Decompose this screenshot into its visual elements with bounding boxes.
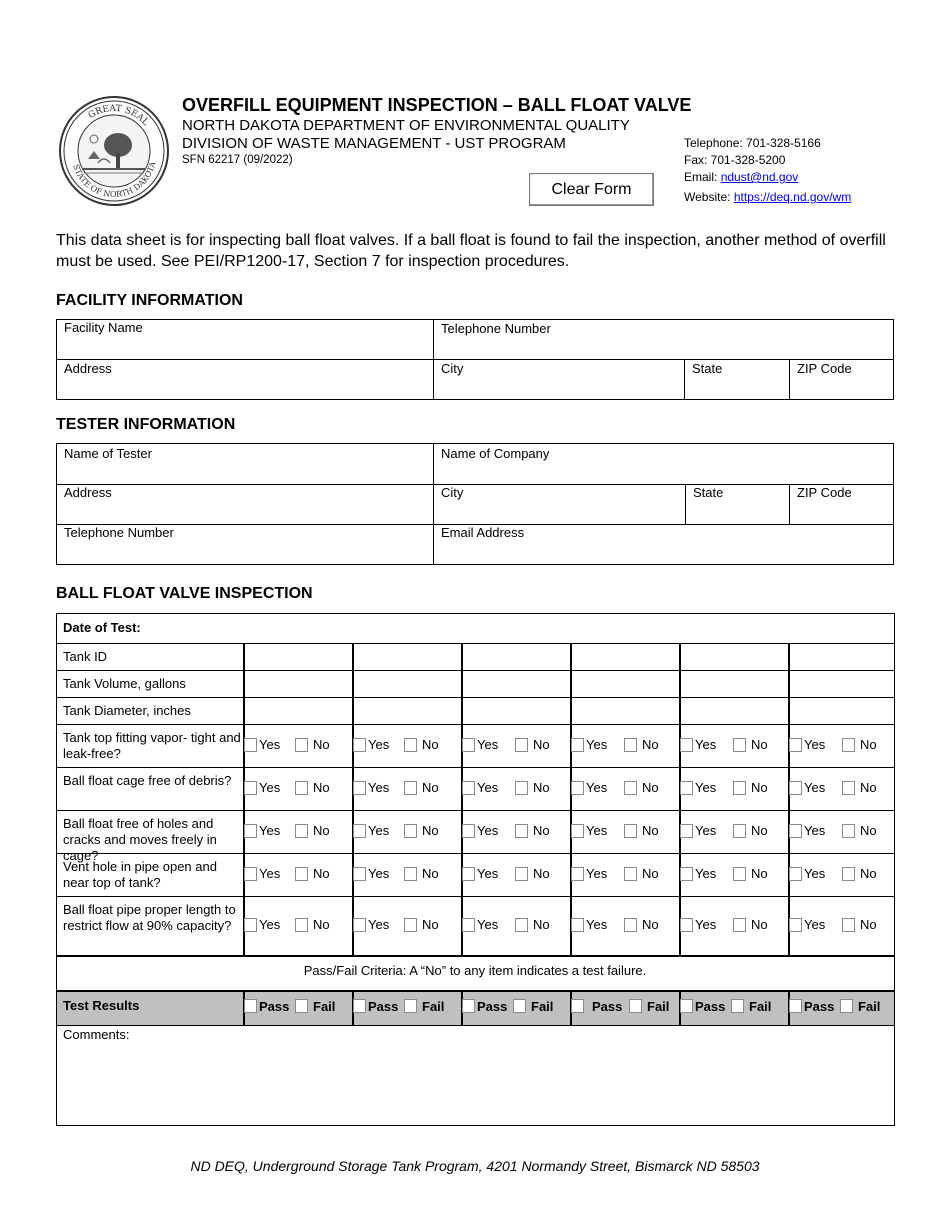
col-divider: [788, 643, 790, 955]
no-checkbox[interactable]: [624, 781, 637, 795]
no-label: No: [422, 917, 439, 932]
contact-telephone: Telephone: 701-328-5166: [684, 136, 821, 150]
yes-label: Yes: [368, 823, 390, 838]
no-label: No: [751, 823, 768, 838]
pass-label: Pass: [592, 999, 623, 1014]
row-divider: [56, 724, 894, 725]
row-divider: [56, 990, 894, 992]
yes-checkbox[interactable]: [353, 738, 366, 752]
no-checkbox[interactable]: [404, 918, 417, 932]
fail-label: Fail: [313, 999, 336, 1014]
yes-checkbox[interactable]: [244, 867, 257, 881]
no-checkbox[interactable]: [842, 867, 855, 881]
no-label: No: [860, 866, 877, 881]
tester-city-field[interactable]: City: [441, 485, 464, 500]
contact-email: [684, 170, 798, 184]
yes-label: Yes: [477, 917, 499, 932]
no-checkbox[interactable]: [515, 918, 528, 932]
fail-checkbox[interactable]: [629, 999, 642, 1013]
no-checkbox[interactable]: [733, 867, 746, 881]
contact-fax: Fax: 701-328-5200: [684, 153, 786, 167]
no-label: No: [313, 823, 330, 838]
fail-checkbox[interactable]: [840, 999, 853, 1013]
no-checkbox[interactable]: [295, 867, 308, 881]
fail-label: Fail: [858, 999, 881, 1014]
pass-label: Pass: [368, 999, 399, 1014]
email-link[interactable]: ndust@nd.gov: [720, 170, 799, 184]
row-divider: [56, 896, 894, 897]
no-label: No: [751, 737, 768, 752]
question-label: Ball float pipe proper length to restrict flow at 90% capacity?: [63, 902, 236, 933]
facility-heading: FACILITY INFORMATION: [56, 292, 243, 309]
tank-id-label: Tank ID: [63, 649, 108, 664]
tester-name-field[interactable]: Name of Tester: [64, 446, 152, 461]
yes-label: Yes: [368, 737, 390, 752]
no-checkbox[interactable]: [842, 824, 855, 838]
no-label: No: [642, 866, 659, 881]
no-checkbox[interactable]: [733, 781, 746, 795]
yes-checkbox[interactable]: [680, 781, 693, 795]
yes-checkbox[interactable]: [680, 867, 693, 881]
row-divider: [56, 670, 894, 671]
yes-label: Yes: [259, 866, 281, 881]
yes-checkbox[interactable]: [789, 867, 802, 881]
row-divider: [56, 810, 894, 811]
no-label: No: [422, 866, 439, 881]
yes-checkbox[interactable]: [353, 781, 366, 795]
yes-checkbox[interactable]: [353, 867, 366, 881]
yes-label: Yes: [586, 823, 608, 838]
tank-volume-label: Tank Volume, gallons: [63, 676, 186, 691]
tester-table: [56, 443, 894, 565]
no-label: No: [642, 823, 659, 838]
yes-label: Yes: [586, 917, 608, 932]
no-label: No: [313, 866, 330, 881]
no-checkbox[interactable]: [404, 781, 417, 795]
yes-label: Yes: [804, 866, 826, 881]
yes-checkbox[interactable]: [571, 918, 584, 932]
date-of-test-label: Date of Test:: [63, 620, 141, 635]
no-label: No: [860, 917, 877, 932]
yes-checkbox[interactable]: [571, 781, 584, 795]
yes-checkbox[interactable]: [462, 918, 475, 932]
svg-text:STATE OF NORTH DAKOTA: STATE OF NORTH DAKOTA: [71, 160, 158, 200]
yes-checkbox[interactable]: [244, 781, 257, 795]
pass-label: Pass: [695, 999, 726, 1014]
row-divider: [56, 697, 894, 698]
no-label: No: [422, 737, 439, 752]
no-label: No: [533, 917, 550, 932]
yes-checkbox[interactable]: [571, 824, 584, 838]
yes-label: Yes: [695, 823, 717, 838]
fail-checkbox[interactable]: [404, 999, 417, 1013]
no-checkbox[interactable]: [404, 738, 417, 752]
yes-checkbox[interactable]: [789, 824, 802, 838]
no-checkbox[interactable]: [295, 824, 308, 838]
col-divider: [352, 643, 354, 955]
yes-label: Yes: [368, 917, 390, 932]
pass-label: Pass: [477, 999, 508, 1014]
department-name: NORTH DAKOTA DEPARTMENT OF ENVIRONMENTAL QUALITY: [182, 117, 630, 134]
no-checkbox[interactable]: [624, 918, 637, 932]
no-label: No: [751, 866, 768, 881]
no-checkbox[interactable]: [295, 781, 308, 795]
email-label: Email:: [684, 170, 721, 184]
no-checkbox[interactable]: [515, 781, 528, 795]
pass-label: Pass: [804, 999, 835, 1014]
yes-label: Yes: [368, 780, 390, 795]
facility-state-field[interactable]: State: [692, 361, 723, 376]
yes-checkbox[interactable]: [244, 738, 257, 752]
yes-checkbox[interactable]: [462, 781, 475, 795]
yes-label: Yes: [368, 866, 390, 881]
fail-label: Fail: [422, 999, 445, 1014]
no-label: No: [751, 917, 768, 932]
no-checkbox[interactable]: [733, 918, 746, 932]
fail-checkbox[interactable]: [731, 999, 744, 1013]
yes-checkbox[interactable]: [571, 738, 584, 752]
pass-checkbox[interactable]: [462, 999, 475, 1013]
form-number: SFN 62217 (09/2022): [182, 154, 293, 166]
no-checkbox[interactable]: [295, 738, 308, 752]
no-label: No: [533, 737, 550, 752]
no-label: No: [533, 823, 550, 838]
no-checkbox[interactable]: [624, 738, 637, 752]
no-label: No: [860, 780, 877, 795]
row-divider: [56, 1025, 894, 1026]
facility-name-field[interactable]: Facility Name: [64, 320, 143, 335]
contact-website: [684, 190, 851, 204]
no-checkbox[interactable]: [842, 781, 855, 795]
inspection-heading: BALL FLOAT VALVE INSPECTION: [56, 585, 313, 602]
no-label: No: [642, 780, 659, 795]
pass-checkbox[interactable]: [244, 999, 257, 1013]
row-divider: [56, 767, 894, 768]
question-label: Tank top fitting vapor- tight and leak-free?: [63, 730, 241, 761]
question-label: Ball float cage free of debris?: [63, 773, 232, 788]
no-label: No: [642, 917, 659, 932]
fail-label: Fail: [531, 999, 554, 1014]
pass-label: Pass: [259, 999, 290, 1014]
no-label: No: [860, 823, 877, 838]
tester-telephone-field[interactable]: Telephone Number: [64, 525, 174, 540]
form-title: OVERFILL EQUIPMENT INSPECTION – BALL FLOAT VALVE: [182, 95, 692, 115]
no-checkbox[interactable]: [624, 824, 637, 838]
facility-zip-field[interactable]: ZIP Code: [797, 361, 852, 376]
yes-label: Yes: [586, 866, 608, 881]
yes-label: Yes: [477, 823, 499, 838]
question-label: Ball float free of holes and cracks and moves freely in cage?: [63, 816, 217, 863]
tester-email-field[interactable]: Email Address: [441, 525, 525, 540]
yes-label: Yes: [804, 737, 826, 752]
footer-address: ND DEQ, Underground Storage Tank Program, 4201 Normandy Street, Bismarck ND 58503: [190, 1158, 760, 1174]
no-checkbox[interactable]: [842, 918, 855, 932]
fail-checkbox[interactable]: [295, 999, 308, 1013]
yes-checkbox[interactable]: [353, 824, 366, 838]
comments-field: Comments:: [63, 1027, 130, 1042]
no-checkbox[interactable]: [404, 824, 417, 838]
col-divider: [679, 643, 681, 955]
yes-checkbox[interactable]: [789, 738, 802, 752]
yes-label: Yes: [695, 917, 717, 932]
yes-checkbox[interactable]: [789, 918, 802, 932]
website-label: Website:: [684, 190, 734, 204]
yes-label: Yes: [695, 737, 717, 752]
question-label: Vent hole in pipe open and near top of tank?: [63, 859, 217, 890]
no-label: No: [313, 780, 330, 795]
row-divider: [56, 643, 894, 644]
col-divider: [243, 643, 245, 955]
no-label: No: [533, 866, 550, 881]
facility-telephone-field[interactable]: Telephone Number: [441, 321, 551, 336]
tank-diameter-label: Tank Diameter, inches: [63, 703, 191, 718]
no-label: No: [422, 780, 439, 795]
pass-checkbox[interactable]: [789, 999, 802, 1013]
tester-address-field[interactable]: Address: [64, 485, 112, 500]
no-label: No: [422, 823, 439, 838]
yes-checkbox[interactable]: [462, 824, 475, 838]
fail-label: Fail: [647, 999, 670, 1014]
yes-label: Yes: [586, 780, 608, 795]
yes-checkbox[interactable]: [680, 918, 693, 932]
yes-label: Yes: [695, 866, 717, 881]
row-divider: [56, 955, 894, 957]
no-checkbox[interactable]: [842, 738, 855, 752]
no-label: No: [860, 737, 877, 752]
yes-checkbox[interactable]: [462, 867, 475, 881]
pass-checkbox[interactable]: [680, 999, 693, 1013]
yes-label: Yes: [477, 780, 499, 795]
no-checkbox[interactable]: [733, 824, 746, 838]
no-label: No: [533, 780, 550, 795]
no-checkbox[interactable]: [733, 738, 746, 752]
no-checkbox[interactable]: [515, 867, 528, 881]
yes-label: Yes: [804, 823, 826, 838]
yes-checkbox[interactable]: [462, 738, 475, 752]
fail-checkbox[interactable]: [513, 999, 526, 1013]
no-label: No: [751, 780, 768, 795]
yes-checkbox[interactable]: [353, 918, 366, 932]
pass-checkbox[interactable]: [571, 999, 584, 1013]
division-name: DIVISION OF WASTE MANAGEMENT - UST PROGRAM: [182, 135, 566, 152]
yes-label: Yes: [259, 823, 281, 838]
col-divider: [570, 643, 572, 955]
no-checkbox[interactable]: [295, 918, 308, 932]
col-divider: [461, 643, 463, 955]
tester-heading: TESTER INFORMATION: [56, 416, 236, 433]
svg-text:GREAT SEAL: GREAT SEAL: [86, 103, 151, 128]
pass-fail-criteria: Pass/Fail Criteria: A “No” to any item indicates a test failure.: [303, 963, 647, 978]
intro-text: This data sheet is for inspecting ball float valves. If a ball float is found to fail the inspection, another method of overfill must be used. See PEI/RP1200-17, Section 7 for inspection procedures.: [56, 232, 886, 270]
yes-checkbox[interactable]: [571, 867, 584, 881]
website-link[interactable]: https://deq.nd.gov/wm: [733, 190, 852, 204]
no-label: No: [642, 737, 659, 752]
no-label: No: [313, 917, 330, 932]
yes-label: Yes: [695, 780, 717, 795]
tester-state-field[interactable]: State: [693, 485, 724, 500]
yes-label: Yes: [259, 737, 281, 752]
yes-checkbox[interactable]: [789, 781, 802, 795]
yes-label: Yes: [586, 737, 608, 752]
state-seal-logo: [58, 95, 170, 207]
tester-zip-field[interactable]: ZIP Code: [797, 485, 852, 500]
facility-address-field[interactable]: Address: [64, 361, 112, 376]
no-checkbox[interactable]: [624, 867, 637, 881]
test-results-label: Test Results: [63, 998, 140, 1013]
fail-label: Fail: [749, 999, 772, 1014]
yes-label: Yes: [804, 917, 826, 932]
yes-checkbox[interactable]: [244, 918, 257, 932]
yes-label: Yes: [259, 780, 281, 795]
clear-form-button[interactable]: Clear Form: [529, 173, 654, 206]
yes-checkbox[interactable]: [244, 824, 257, 838]
facility-city-field[interactable]: City: [441, 361, 464, 376]
yes-label: Yes: [477, 866, 499, 881]
no-checkbox[interactable]: [515, 824, 528, 838]
yes-label: Yes: [477, 737, 499, 752]
tester-company-field[interactable]: Name of Company: [441, 446, 550, 461]
no-checkbox[interactable]: [515, 738, 528, 752]
no-label: No: [313, 737, 330, 752]
yes-checkbox[interactable]: [680, 824, 693, 838]
no-checkbox[interactable]: [404, 867, 417, 881]
yes-label: Yes: [804, 780, 826, 795]
yes-checkbox[interactable]: [680, 738, 693, 752]
pass-checkbox[interactable]: [353, 999, 366, 1013]
yes-label: Yes: [259, 917, 281, 932]
